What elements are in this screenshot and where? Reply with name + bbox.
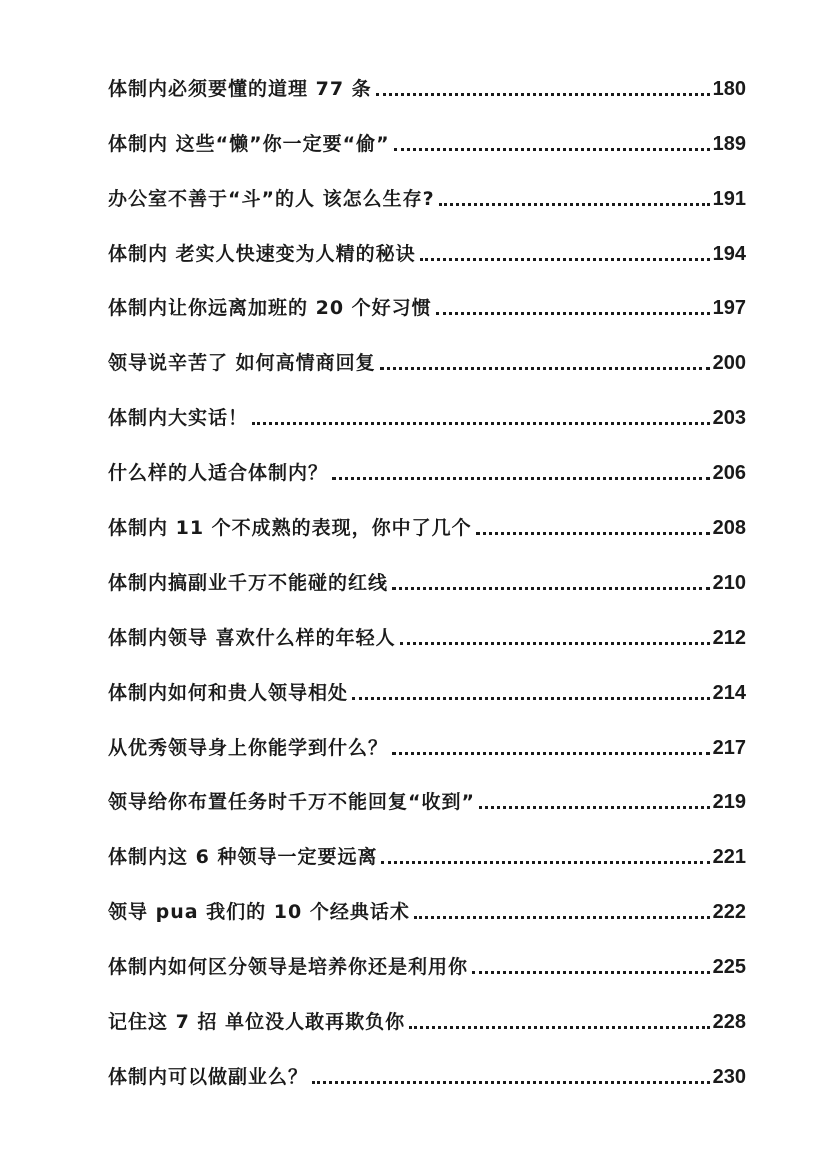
toc-entry[interactable] [108,217,746,272]
toc-entry-title: 领导给你布置任务时千万不能回复“收到” [108,791,475,814]
toc-entry[interactable] [108,766,746,821]
dot-leader [400,642,710,645]
toc-entry-title: 领导 pua 我们的 10 个经典话术 [108,901,410,924]
toc-entry-title: 领导说辛苦了 如何高情商回复 [108,352,376,375]
dot-leader [479,806,710,809]
toc-entry[interactable] [108,1040,746,1095]
toc-entry-title: 体制内领导 喜欢什么样的年轻人 [108,626,396,649]
dot-leader [409,1026,710,1029]
toc-entry-page-number: 217 [712,736,746,759]
toc-entry[interactable] [108,875,746,930]
dot-leader [472,971,710,974]
toc-entry-page-number: 191 [712,187,746,210]
toc-entry-page-number: 197 [712,297,746,320]
toc-entry-page-number: 228 [712,1011,746,1034]
toc-entry-page-number: 189 [712,132,746,155]
toc-entry[interactable] [108,601,746,656]
toc-entry-page-number: 230 [712,1065,746,1088]
toc-entry[interactable] [108,52,746,107]
dot-leader [436,312,710,315]
toc-entry-page-number: 214 [712,681,746,704]
toc-entry-page-number: 222 [712,901,746,924]
dot-leader [312,1081,710,1084]
dot-leader [392,587,710,590]
toc-entry[interactable] [108,820,746,875]
toc-entry-title: 体制内必须要懂的道理 77 条 [108,77,372,100]
toc-entry-page-number: 210 [712,571,746,594]
dot-leader [380,367,710,370]
toc-entry[interactable] [108,436,746,491]
toc-entry-page-number: 200 [712,352,746,375]
toc-entry-page-number: 206 [712,462,746,485]
toc-entry[interactable] [108,930,746,985]
toc-entry-title: 体制内 11 个不成熟的表现，你中了几个 [108,517,472,540]
toc-entry-title: 记住这 7 招 单位没人敢再欺负你 [108,1011,406,1034]
toc-entry[interactable] [108,656,746,711]
toc-entry-title: 什么样的人适合体制内？ [108,462,329,485]
dot-leader [332,477,710,480]
toc-entry[interactable] [108,381,746,436]
toc-entry-page-number: 208 [712,517,746,540]
dot-leader [392,752,710,755]
toc-entry-page-number: 203 [712,407,746,430]
toc-entry-title: 体制内这 6 种领导一定要远离 [108,846,378,869]
toc-entry-page-number: 180 [712,77,746,100]
dot-leader [394,148,710,151]
toc-entry-page-number: 225 [712,956,746,979]
toc-entry-page-number: 194 [712,242,746,265]
toc-entry[interactable] [108,162,746,217]
dot-leader [476,532,710,535]
toc-entry[interactable] [108,711,746,766]
toc-entry-title: 从优秀领导身上你能学到什么？ [108,736,389,759]
dot-leader [352,697,710,700]
toc-entry[interactable] [108,985,746,1040]
toc-entry[interactable] [108,272,746,327]
toc-entry-page-number: 221 [712,846,746,869]
toc-entry[interactable] [108,491,746,546]
toc-entry-title: 体制内如何和贵人领导相处 [108,681,349,704]
toc-entry-title: 体制内搞副业千万不能碰的红线 [108,571,389,594]
toc-entry-title: 体制内如何区分领导是培养你还是利用你 [108,956,469,979]
toc-entry[interactable] [108,546,746,601]
toc-entry-title: 体制内可以做副业么？ [108,1065,309,1088]
toc-entry-title: 体制内 老实人快速变为人精的秘诀 [108,242,416,265]
dot-leader [381,861,709,864]
dot-leader [414,916,710,919]
dot-leader [376,93,710,96]
toc-entry-title: 体制内大实话！ [108,407,249,430]
table-of-contents [108,52,746,1095]
toc-entry-title: 体制内 这些“懒”你一定要“偷” [108,132,390,155]
dot-leader [439,203,710,206]
toc-entry[interactable] [108,107,746,162]
dot-leader [252,422,710,425]
toc-entry-title: 办公室不善于“斗”的人 该怎么生存? [108,187,435,210]
toc-entry[interactable] [108,326,746,381]
dot-leader [420,258,710,261]
toc-entry-title: 体制内让你远离加班的 20 个好习惯 [108,297,432,320]
toc-entry-page-number: 212 [712,626,746,649]
toc-entry-page-number: 219 [712,791,746,814]
